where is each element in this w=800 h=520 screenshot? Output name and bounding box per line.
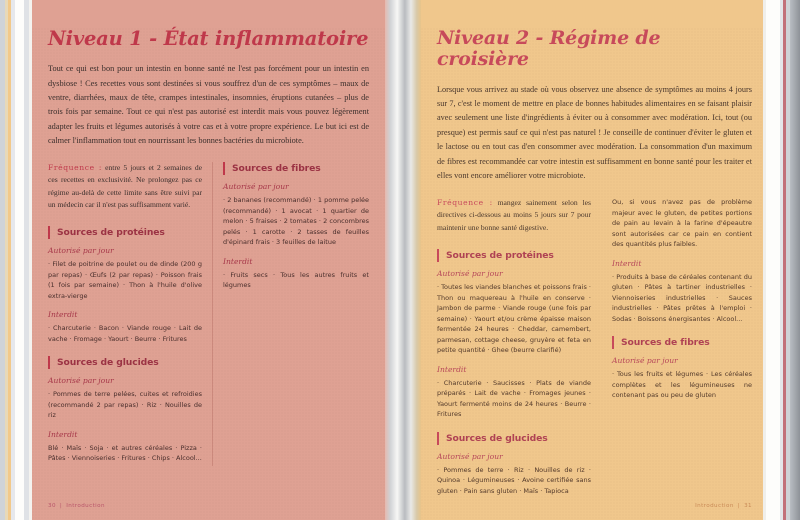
column-left	[437, 197, 601, 498]
footer-separator: |	[737, 503, 741, 509]
section-heading-proteines	[437, 249, 591, 262]
heading-accent-bar	[48, 226, 50, 239]
allowed-list: · Pommes de terre pelées, cuites et refroidies (recommandé 2 par repas) · Riz · Nouilles de riz	[48, 390, 202, 420]
section-title: Sources de glucides	[57, 357, 159, 369]
forbidden-list: Blé · Maïs · Soja · et autres céréales · Pizza · Pâtes · Viennoiseries · Fritures · Chips · Alcool...	[48, 443, 202, 463]
forbidden-label: Interdit	[48, 310, 78, 320]
frequency-text: mangez sainement selon les directives ci-dessous au moins 5 jours sur 7 pour maintenir une bonne santé digestive.	[437, 198, 591, 232]
heading-accent-bar	[437, 432, 439, 445]
frequency-block	[437, 197, 591, 234]
page-title: Niveau 1 - État inflammatoire	[48, 27, 369, 50]
intro-paragraph: Lorsque vous arrivez au stade où vous observez une absence de symptômes au moins 4 jours sur 7, c'est le moment de mettre en place de bonnes habitudes alimentaires en se faisant plaisir avec seulement une liste d'ingrédients à éviter ou à consommer avec modération. Ici, tout (ou presque) est permis sauf ce qui n'est pas naturel ! Je conseille de continuer d'éviter le gluten et le lactose ou en tout cas d'en consommer avec modération. La consommation d'un maximum de fibres est recommandée car votre intestin est suffisamment en bonne santé pour les traiter et elles vont encore améliorer votre microbiote.	[437, 84, 752, 180]
section-heading-proteines	[48, 226, 202, 239]
column-right	[212, 162, 369, 466]
intro-paragraph: Tout ce qui est bon pour un intestin en bonne santé ne l'est pas forcément pour un intestin en dysbiose ! Ces recettes vous sont destinées si vous souffrez d'un de ces symptômes – maux de ventre, diarrhées, maux de tête, crampes intestinales, insomnies, éruptions cutanées – plus de trois fois par semaine. Tout ce qui n'est pas autorisé est interdit mais vous pouvez légèrement adapter les fruits et légumes autorisés à votre cas et à votre propre expérience. Le but ici est de calmer l'inflammation tout en nourrissant les bonnes bactéries du microbiote.	[48, 64, 369, 145]
allowed-label: Autorisé par jour	[612, 356, 678, 366]
forbidden-label: Interdit	[437, 364, 467, 374]
allowed-label: Autorisé par jour	[223, 182, 289, 192]
section-title: Sources de glucides	[446, 432, 548, 444]
heading-accent-bar	[437, 249, 439, 262]
spacer	[612, 326, 752, 336]
book-edge-stripe	[766, 0, 780, 520]
column-right	[601, 197, 752, 498]
forbidden-label: Interdit	[48, 429, 78, 439]
heading-accent-bar	[612, 336, 614, 349]
spacer	[48, 346, 202, 356]
book-edge-stripe	[15, 0, 24, 520]
allowed-list: · Tous les fruits et légumes · Les céréales complètes et les légumineuses ne contenant pas ou peu de gluten	[612, 370, 752, 400]
allowed-label: Autorisé par jour	[48, 376, 114, 386]
page-number: 30	[48, 503, 56, 509]
spacer	[437, 422, 591, 432]
book-edge-stripe	[790, 0, 800, 520]
section-heading-fibres	[223, 162, 369, 175]
page-title: Niveau 2 - Régime de croisière	[437, 27, 661, 70]
footer-separator: |	[59, 503, 63, 509]
section-heading-glucides	[48, 356, 202, 369]
frequency-label: Fréquence :	[48, 163, 103, 173]
allowed-list: · 2 bananes (recommandé) · 1 pomme pelée (recommandé) · 1 avocat · 1 quartier de melon · 5 fraises · 2 tomates · 2 concombres pelés · 1 carotte · 2 tasses de feuilles d'épinard frais · 3 feuilles de laitue	[223, 196, 369, 247]
section-title: Sources de protéines	[446, 250, 554, 262]
heading-accent-bar	[223, 162, 225, 175]
section-heading-fibres	[612, 336, 752, 349]
allowed-list: · Pommes de terre · Riz · Nouilles de riz · Quinoa · Légumineuses · Avoine certifiée sans gluten · Pain sans gluten · Maïs · Tapioca	[437, 465, 591, 495]
allowed-list: · Filet de poitrine de poulet ou de dinde (200 g par repas) · Œufs (2 par repas) · Poisson frais (1 fois par semaine) · Thon à l'huile d'olive extra-vierge	[48, 260, 202, 300]
forbidden-list: · Fruits secs · Tous les autres fruits et légumes	[223, 270, 369, 290]
left-page	[32, 0, 385, 520]
allowed-label: Autorisé par jour	[437, 451, 503, 461]
allowed-label: Autorisé par jour	[48, 246, 114, 256]
page-footer	[695, 503, 752, 509]
frequency-label: Fréquence :	[437, 198, 493, 208]
forbidden-label: Interdit	[223, 256, 253, 266]
forbidden-label: Interdit	[612, 258, 642, 268]
allowed-list: · Toutes les viandes blanches et poissons frais · Thon ou maquereau à l'huile en conserve · Jambon de parme · Viande rouge (une fois par semaine) · Yaourt et/ou crème épaisse maison fermentée 24 heures · Cheddar, camembert, parmesan, cottage cheese, gruyère et feta en petite quantité · Ghee (beurre clarifié)	[437, 283, 591, 355]
footer-section-name: Introduction	[66, 503, 105, 509]
section-title: Sources de protéines	[57, 227, 165, 239]
forbidden-list: · Charcuterie · Saucisses · Plats de viande préparés · Lait de vache · Fromages jeunes · Yaourt fermenté moins de 24 heures · Beurre · Fritures	[437, 378, 591, 419]
section-title: Sources de fibres	[232, 163, 321, 175]
heading-accent-bar	[48, 356, 50, 369]
gluten-note: Ou, si vous n'avez pas de problème majeur avec le gluten, de petites portions de pain au levain à la farine d'épeautre sont autorisées car ce pain en contient des quantités plus faibles.	[612, 198, 752, 249]
page-number: 31	[744, 503, 752, 509]
book-spine-gutter	[385, 0, 421, 520]
forbidden-list: · Charcuterie · Bacon · Viande rouge · Lait de vache · Fromage · Yaourt · Beurre · Fritures	[48, 324, 202, 343]
frequency-text: entre 5 jours et 2 semaines de ces recettes en exclusivité. Ne prolongez pas ce régime au-delà de cette limite sans être suivi par un médecin car il n'est pas suffisamment varié.	[48, 163, 202, 209]
frequency-block	[48, 162, 202, 211]
footer-section-name: Introduction	[695, 503, 734, 509]
page-footer	[48, 503, 105, 509]
section-heading-glucides	[437, 432, 591, 445]
allowed-label: Autorisé par jour	[437, 269, 503, 279]
forbidden-list: · Produits à base de céréales contenant du gluten · Pâtes à tartiner industrielles · Viennoiseries industrielles · Sauces industrielles · Pâtes prêtes à l'emploi · Sodas · Boissons énergisantes · Alcool...	[612, 272, 752, 323]
column-left	[48, 162, 212, 466]
content-columns	[48, 162, 369, 466]
right-page	[421, 0, 766, 520]
section-title: Sources de fibres	[621, 337, 710, 349]
content-columns	[437, 197, 752, 498]
